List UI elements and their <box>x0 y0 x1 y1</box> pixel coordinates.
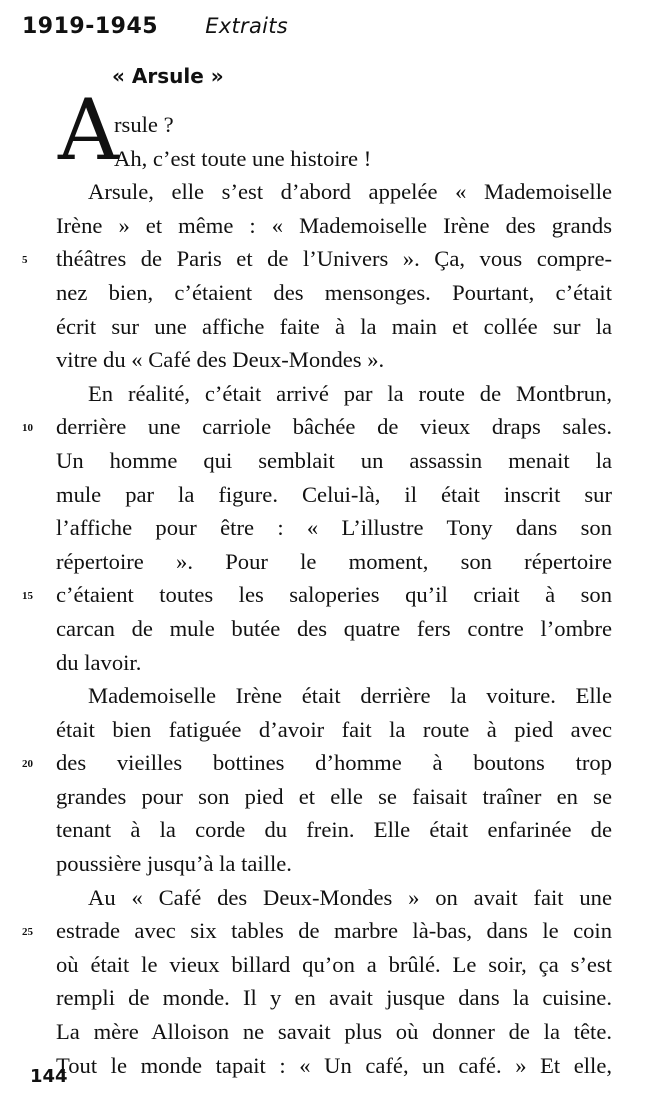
text-line: théâtres de Paris et de l’Univers ». Ça, vous compre- <box>56 246 612 272</box>
text-line: c’étaient toutes les saloperies qu’il criait à son <box>56 582 612 608</box>
text-line: rsule ? <box>114 112 174 137</box>
text-line: était bien fatiguée d’avoir fait la route à pied avec <box>56 716 612 742</box>
text-line: Mademoiselle Irène était derrière la voiture. Elle <box>88 683 612 709</box>
text-line: du lavoir. <box>56 649 142 675</box>
text-line: estrade avec six tables de marbre là-bas, dans le coin <box>56 918 612 944</box>
text-line: Au « Café des Deux-Mondes » on avait fait une <box>88 884 612 910</box>
text-line-wrap <box>22 410 612 444</box>
text-line: écrit sur une affiche faite à la main et collée sur la <box>56 313 612 339</box>
text-line: carcan de mule butée des quatre fers contre l’ombre <box>56 615 612 641</box>
line-number: 15 <box>22 590 33 603</box>
text-line: l’affiche pour être : « L’illustre Tony dans son <box>56 515 612 541</box>
page-number: 144 <box>30 1066 68 1087</box>
line-number: 20 <box>22 758 33 771</box>
text-line: mule par la figure. Celui-là, il était inscrit sur <box>56 481 612 507</box>
header-period: 1919-1945 <box>22 14 159 39</box>
text-line: La mère Alloison ne savait plus où donner de la tête. <box>56 1019 612 1045</box>
line-number: 25 <box>22 926 33 939</box>
text-line: Irène » et même : « Mademoiselle Irène des grands <box>56 212 612 238</box>
text-line: des vieilles bottines d’homme à boutons trop <box>56 750 612 776</box>
line-number: 5 <box>22 254 28 267</box>
text-line: Arsule, elle s’est d’abord appelée « Mademoiselle <box>88 179 612 205</box>
text-line: En réalité, c’était arrivé par la route de Montbrun, <box>88 380 612 406</box>
text-line: où était le vieux billard qu’on a brûlé. Le soir, ça s’est <box>56 951 612 977</box>
line-number: 10 <box>22 422 33 435</box>
text-line: répertoire ». Pour le moment, son répertoire <box>56 548 612 574</box>
text-line: nez bien, c’étaient des mensonges. Pourtant, c’était <box>56 279 612 305</box>
text-line-wrap <box>22 578 612 612</box>
text-line: Tout le monde tapait : « Un café, un café. » Et elle, <box>56 1052 612 1078</box>
excerpt-title: « Arsule » <box>112 64 224 88</box>
header-section: Extraits <box>205 14 289 38</box>
running-header <box>22 14 288 54</box>
text-line: vitre du « Café des Deux-Mondes ». <box>56 347 385 373</box>
text-line: poussière jusqu’à la taille. <box>56 851 292 877</box>
text-line-wrap <box>22 242 612 276</box>
text-line: Ah, c’est toute une histoire ! <box>114 145 372 171</box>
text-line: tenant à la corde du frein. Elle était enfarinée de <box>56 817 612 843</box>
text-line-wrap <box>22 746 612 780</box>
text-line: Un homme qui semblait un assassin menait la <box>56 447 612 473</box>
text-line-wrap <box>22 914 612 948</box>
text-line: derrière une carriole bâchée de vieux draps sales. <box>56 414 612 440</box>
text-line: rempli de monde. Il y en avait jusque dans la cuisine. <box>56 985 612 1011</box>
text-line: grandes pour son pied et elle se faisait traîner en se <box>56 783 612 809</box>
drop-cap: A <box>58 81 119 179</box>
